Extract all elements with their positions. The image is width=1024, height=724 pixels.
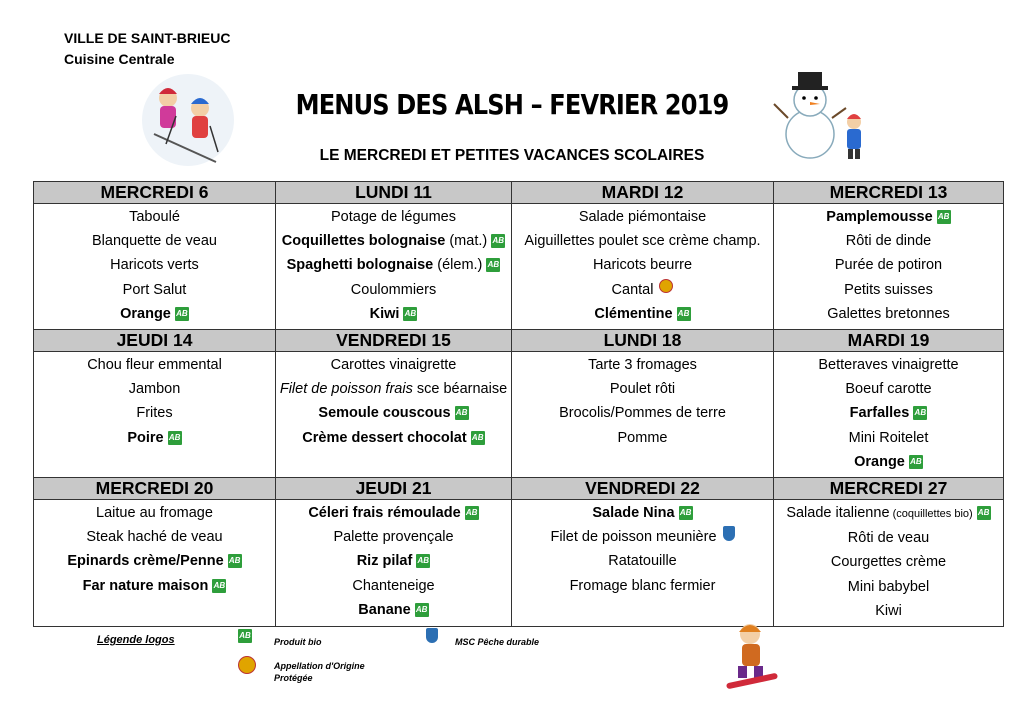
bio-logo-icon: AB (909, 455, 923, 469)
day-menu-cell (512, 352, 774, 478)
menu-item (276, 278, 511, 302)
menu-item-text: Filet de poisson frais (279, 381, 413, 398)
menu-item (276, 205, 511, 229)
day-menu-cell (276, 204, 512, 330)
day-header: JEUDI 21 (276, 478, 512, 500)
bio-logo-icon: AB (677, 307, 691, 321)
menu-table (33, 181, 1004, 627)
menu-item-text: Chou fleur emmental (87, 357, 222, 374)
day-header: VENDREDI 22 (512, 478, 774, 500)
menu-item (34, 549, 275, 573)
menu-item-text: Blanquette de veau (92, 233, 217, 250)
menu-item-text: Coulommiers (350, 281, 437, 298)
menu-item (512, 549, 773, 573)
menu-item-text: Farfalles (849, 405, 910, 422)
page-title: MENUS DES ALSH – FEVRIER 2019 (295, 88, 729, 121)
menu-item (276, 598, 511, 622)
menu-item (774, 205, 1003, 229)
menu-item (774, 599, 1003, 623)
menu-item (512, 302, 773, 326)
menu-item-text: Orange (120, 305, 171, 322)
menu-item-text: Betteraves vinaigrette (818, 357, 959, 374)
menu-item-text: Petits suisses (844, 281, 933, 298)
day-menu-cell (34, 500, 276, 627)
bio-logo-icon: AB (403, 307, 417, 321)
day-header-row (34, 478, 1004, 500)
day-header: MERCREDI 27 (774, 478, 1004, 500)
menu-items-row (34, 204, 1004, 330)
menu-item-text: Purée de potiron (834, 257, 943, 274)
menu-item (774, 450, 1003, 474)
menu-item (512, 401, 773, 425)
menu-item (512, 229, 773, 253)
legend-msc: MSC Pêche durable (455, 637, 540, 647)
menu-item-text: Galettes bretonnes (827, 305, 950, 322)
day-menu-cell (512, 500, 774, 627)
menu-item-text: Riz pilaf (356, 553, 413, 570)
day-header: MERCREDI 13 (774, 182, 1004, 204)
menu-item-text: Spaghetti bolognaise (286, 257, 434, 274)
menu-item-text: Aiguillettes poulet sce crème champ. (524, 233, 761, 250)
legend-aop-line1: Appellation d'Origine (274, 661, 365, 671)
menu-item (512, 574, 773, 598)
menu-item (34, 426, 275, 450)
menu-item-text: Banane (358, 601, 411, 618)
menu-item-text: Potage de légumes (331, 209, 456, 225)
menu-item-text: Rôti de dinde (845, 233, 932, 250)
msc-logo-icon (723, 526, 735, 541)
day-menu-cell (774, 204, 1004, 330)
org-city: VILLE DE SAINT-BRIEUC (64, 30, 231, 46)
menu-item-text: Mini babybel (847, 578, 930, 595)
menu-item (774, 377, 1003, 401)
menu-item-text: Salade italienne (786, 505, 890, 522)
menu-item (276, 377, 511, 401)
menu-item (276, 525, 511, 549)
day-menu-cell (34, 204, 276, 330)
menu-item-text: Salade piémontaise (578, 209, 707, 225)
menu-item (512, 426, 773, 450)
day-header: MARDI 12 (512, 182, 774, 204)
menu-item (276, 353, 511, 377)
menu-item (276, 501, 511, 525)
menu-item (34, 278, 275, 302)
menu-item-text: Céleri frais rémoulade (308, 505, 461, 522)
menu-item (34, 229, 275, 253)
menu-item (774, 253, 1003, 277)
menu-item (276, 302, 511, 326)
menu-item (774, 526, 1003, 550)
menu-item-detail: (élem.) (433, 257, 483, 274)
menu-item (276, 574, 511, 598)
day-menu-cell (34, 352, 276, 478)
menu-item-text: Orange (854, 453, 905, 470)
menu-item (34, 501, 275, 525)
bio-logo-icon: AB (416, 554, 430, 568)
day-header: LUNDI 18 (512, 330, 774, 352)
menu-item (774, 501, 1003, 526)
aop-logo-icon (659, 279, 673, 293)
menu-item-detail: (mat.) (445, 233, 488, 250)
menu-item-text: Boeuf carotte (845, 381, 932, 398)
menu-items-row (34, 352, 1004, 478)
menu-item-text: Jambon (128, 381, 181, 398)
snowboarder-illustration (720, 620, 784, 692)
menu-item (512, 377, 773, 401)
aop-logo-icon (238, 656, 256, 674)
bio-logo-icon: AB (175, 307, 189, 321)
menu-item-text: Rôti de veau (847, 530, 930, 547)
day-header: MERCREDI 20 (34, 478, 276, 500)
day-header: MARDI 19 (774, 330, 1004, 352)
menu-item-text: Mini Roitelet (848, 429, 929, 446)
menu-item-text: Courgettes crème (830, 554, 947, 571)
menu-item (512, 253, 773, 277)
menu-item-text: Haricots verts (110, 257, 199, 274)
day-header: LUNDI 11 (276, 182, 512, 204)
day-header-row (34, 330, 1004, 352)
menu-item-text: Chanteneige (352, 577, 435, 594)
bio-logo-icon: AB (228, 554, 242, 568)
day-header: MERCREDI 6 (34, 182, 276, 204)
menu-item-text: Taboulé (129, 209, 180, 225)
menu-item-detail: (coquillettes bio) (889, 508, 973, 521)
bio-logo-icon: AB (486, 258, 500, 272)
menu-item (512, 353, 773, 377)
page-subtitle: LE MERCREDI ET PETITES VACANCES SCOLAIRES (319, 147, 705, 164)
menu-item (774, 353, 1003, 377)
menu-item (276, 401, 511, 425)
org-department: Cuisine Centrale (64, 51, 175, 67)
menu-item-text: Poulet rôti (609, 381, 676, 398)
msc-logo-icon (426, 628, 438, 643)
menu-item (34, 574, 275, 598)
bio-logo-icon: AB (977, 506, 991, 520)
menu-item-text: Semoule couscous (318, 405, 451, 422)
bio-logo-icon: AB (679, 506, 693, 520)
bio-logo-icon: AB (913, 406, 927, 420)
day-header: JEUDI 14 (34, 330, 276, 352)
menu-item-text: Tarte 3 fromages (588, 357, 697, 374)
menu-item-text: Carottes vinaigrette (330, 357, 457, 374)
bio-logo-icon: AB (465, 506, 479, 520)
menu-item (512, 278, 773, 302)
menu-item (276, 229, 511, 253)
menu-item (34, 377, 275, 401)
menu-item-text: Frites (136, 405, 173, 422)
menu-item (276, 426, 511, 450)
menu-item-text: Far nature maison (82, 577, 209, 594)
legend-bio: Produit bio (274, 637, 322, 647)
menu-items-row (34, 500, 1004, 627)
menu-item-text: Crème dessert chocolat (302, 429, 467, 446)
menu-item-text: Kiwi (875, 602, 902, 619)
menu-item (276, 549, 511, 573)
menu-item-text: Port Salut (122, 281, 187, 298)
day-menu-cell (276, 352, 512, 478)
menu-item-text: Steak haché de veau (86, 529, 223, 546)
menu-item-text: Fromage blanc fermier (569, 577, 716, 594)
menu-item (774, 401, 1003, 425)
bio-logo-icon: AB (937, 210, 951, 224)
menu-item-text: Poire (127, 429, 164, 446)
menu-item (774, 575, 1003, 599)
legend-aop (274, 660, 365, 684)
menu-item-text: Epinards crème/Penne (67, 553, 224, 570)
menu-item-text: Coquillettes bolognaise (281, 233, 446, 250)
menu-item (276, 253, 511, 277)
bio-logo-icon: AB (471, 431, 485, 445)
menu-item (512, 205, 773, 229)
menu-item (512, 525, 773, 549)
legend-title: Légende logos (97, 634, 175, 646)
menu-item (34, 302, 275, 326)
menu-item (512, 501, 773, 525)
menu-item-text: Salade Nina (592, 505, 675, 522)
menu-item (34, 525, 275, 549)
bio-logo-icon: AB (238, 629, 252, 643)
menu-item-text: Brocolis/Pommes de terre (559, 405, 726, 422)
menu-item (774, 278, 1003, 302)
menu-item (34, 353, 275, 377)
day-menu-cell (774, 352, 1004, 478)
menu-item (774, 229, 1003, 253)
bio-logo-icon: AB (455, 406, 469, 420)
menu-item-detail: sce béarnaise (412, 381, 508, 398)
menu-item (34, 253, 275, 277)
menu-item (34, 401, 275, 425)
legend-aop-line2: Protégée (274, 673, 313, 683)
menu-item (774, 426, 1003, 450)
menu-item (774, 550, 1003, 574)
day-menu-cell (276, 500, 512, 627)
menu-item-text: Clémentine (594, 305, 673, 322)
bio-logo-icon: AB (168, 431, 182, 445)
bio-logo-icon: AB (212, 579, 226, 593)
menu-item-text: Filet de poisson meunière (550, 529, 717, 546)
day-menu-cell (774, 500, 1004, 627)
menu-item-text: Cantal (611, 281, 654, 298)
menu-item-text: Ratatouille (608, 553, 677, 570)
menu-item-text: Pamplemousse (826, 209, 933, 225)
menu-item-text: Pomme (617, 429, 668, 446)
day-menu-cell (512, 204, 774, 330)
menu-item-text: Haricots beurre (592, 257, 693, 274)
bio-logo-icon: AB (491, 234, 505, 248)
organization (64, 28, 230, 70)
menu-item-text: Laitue au fromage (96, 505, 213, 522)
menu-item (774, 302, 1003, 326)
day-header: VENDREDI 15 (276, 330, 512, 352)
menu-item-text: Palette provençale (333, 529, 454, 546)
menu-item (34, 205, 275, 229)
menu-item-text: Kiwi (369, 305, 400, 322)
day-header-row (34, 182, 1004, 204)
bio-logo-icon: AB (415, 603, 429, 617)
